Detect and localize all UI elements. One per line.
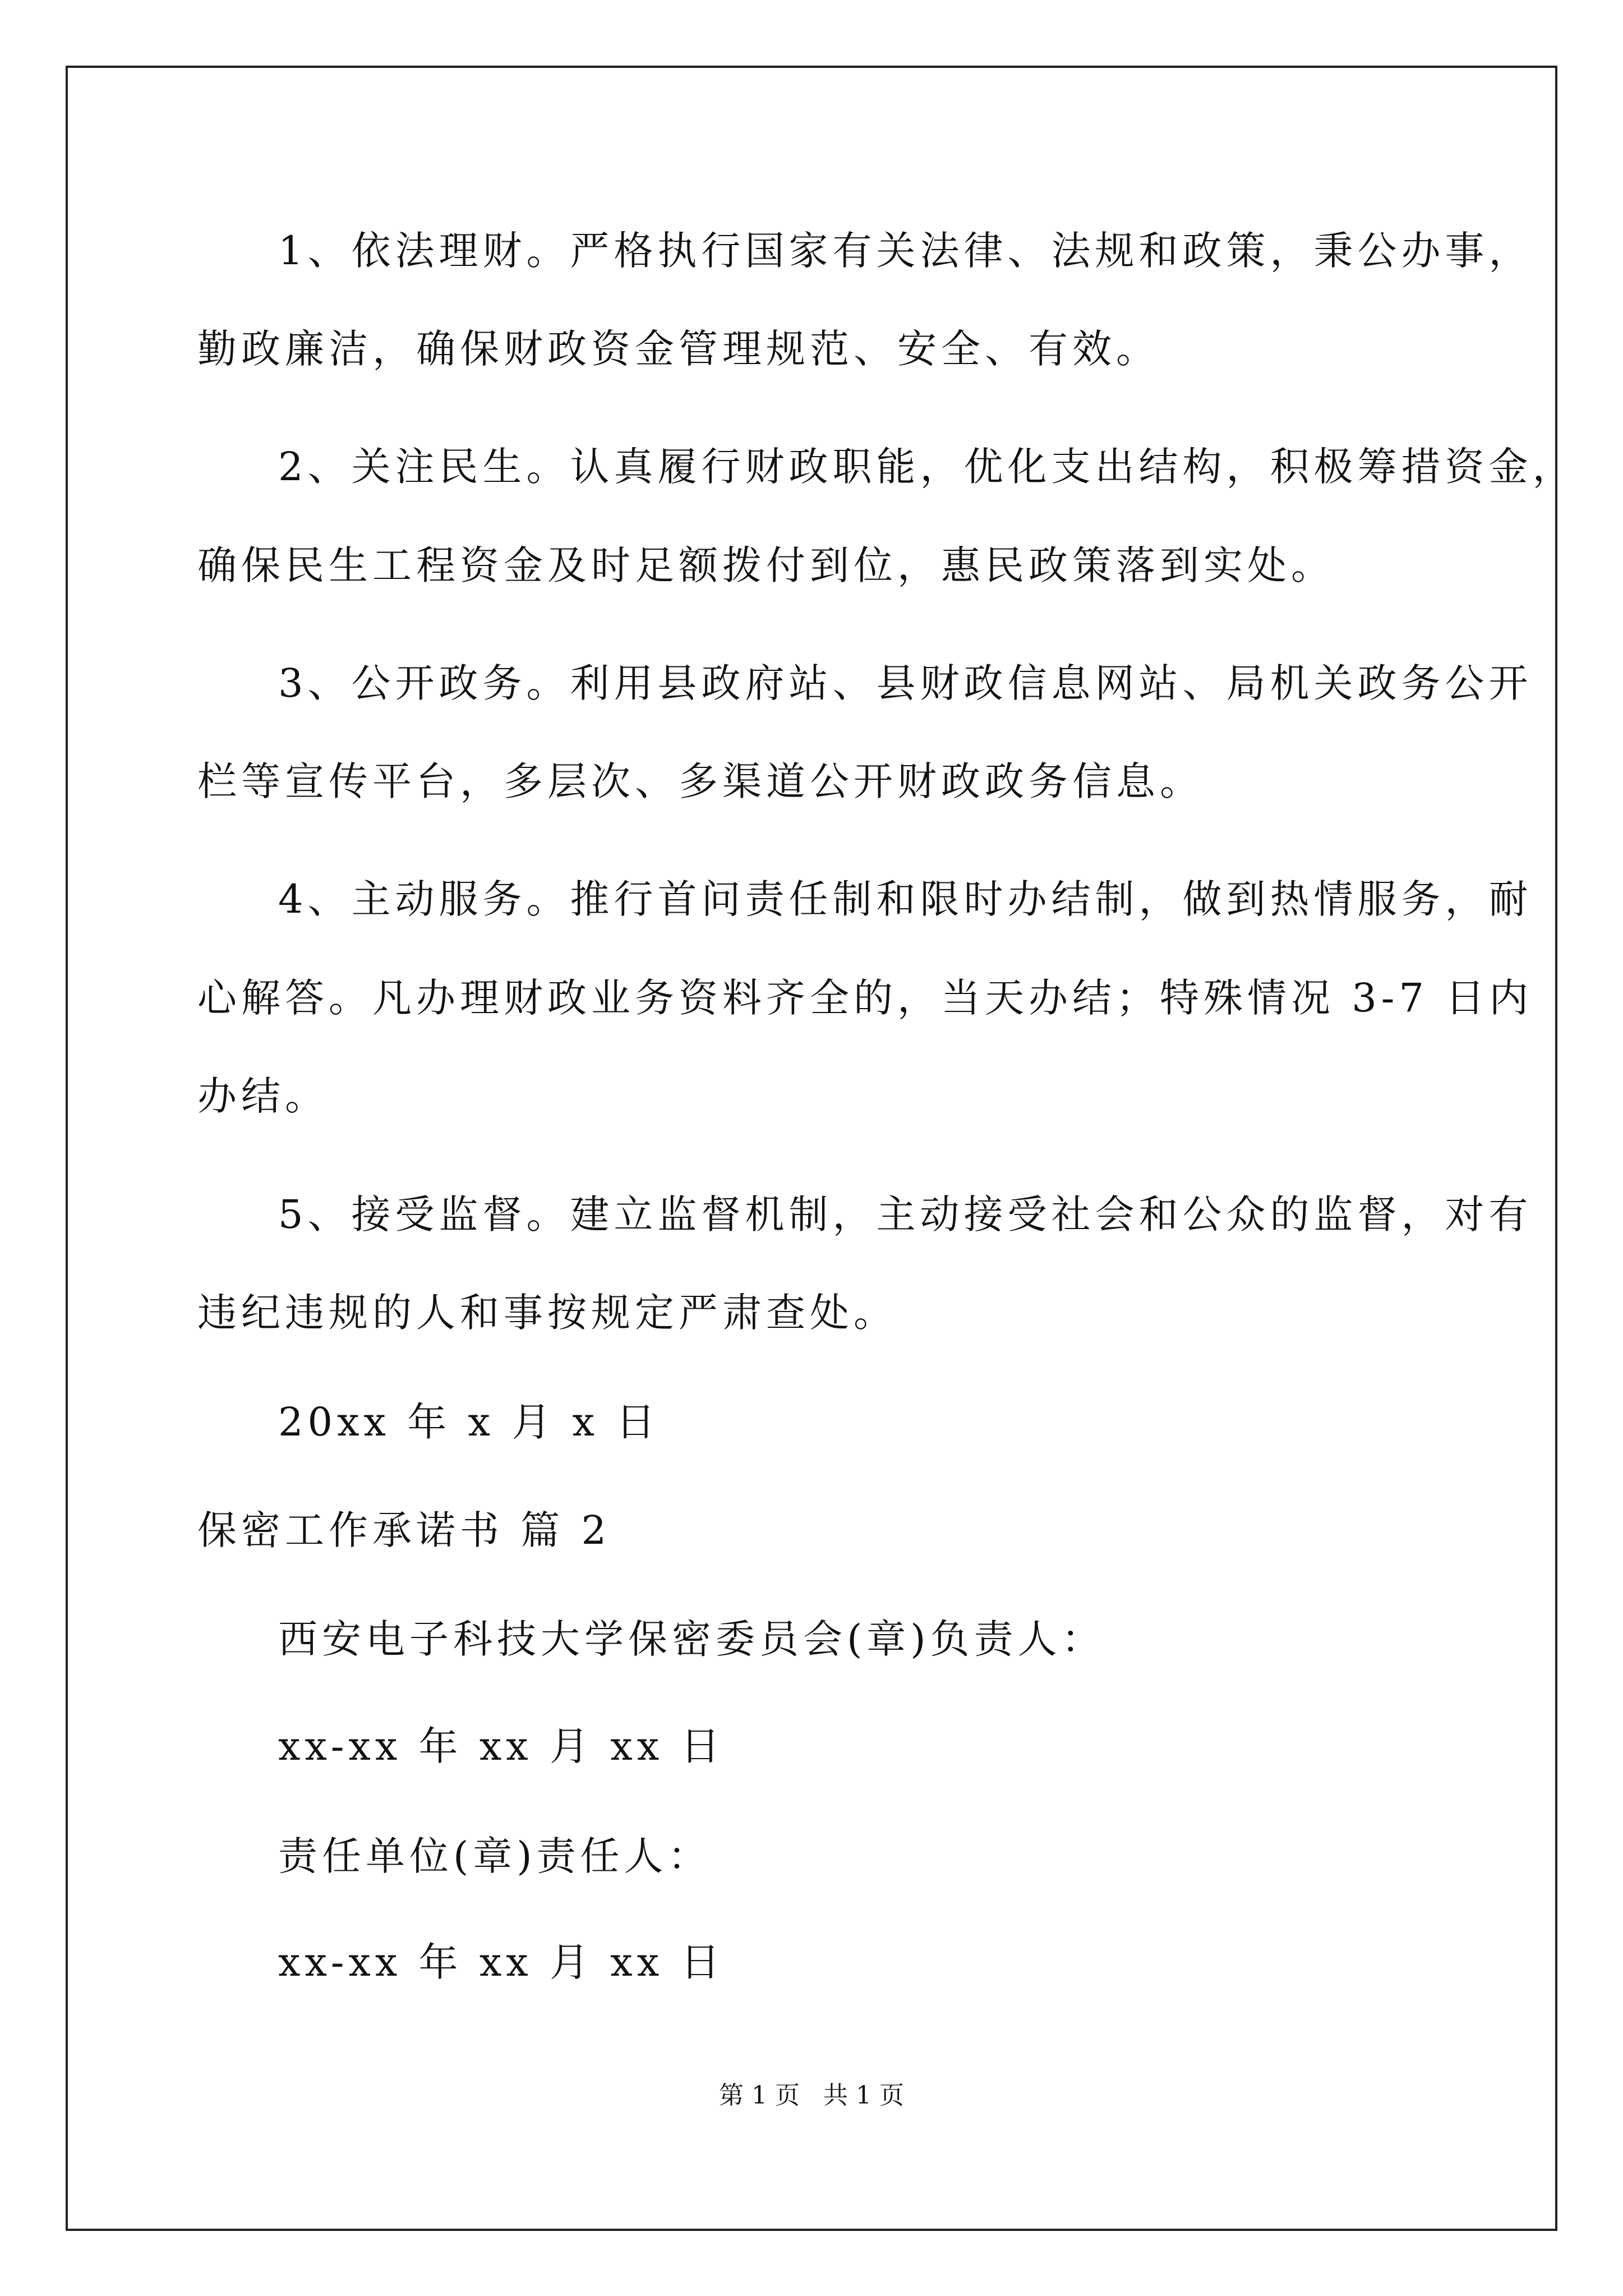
- item-5-line-2: 违纪违规的人和事按规定严肃查处。: [197, 1290, 897, 1336]
- item-4-line-1: 4、主动服务。推行首问责任制和限时办结制，做到热情服务，耐: [278, 876, 1533, 922]
- item-1-line-2: 勤政廉洁，确保财政资金管理规范、安全、有效。: [197, 326, 1160, 372]
- item-4-line-2: 心解答。凡办理财政业务资料齐全的，当天办结；特殊情况 3-7 日内: [197, 975, 1533, 1021]
- item-3-line-2: 栏等宣传平台，多层次、多渠道公开财政政务信息。: [197, 758, 1204, 804]
- unit-date-line: xx-xx 年 xx 月 xx 日: [278, 1939, 725, 1985]
- section-title: 保密工作承诺书 篇 2: [197, 1507, 611, 1553]
- item-3-line-1: 3、公开政务。利用县政府站、县财政信息网站、局机关政务公开: [278, 660, 1533, 706]
- item-2-line-1: 2、关注民生。认真履行财政职能，优化支出结构，积极筹措资金，: [278, 444, 1576, 490]
- item-1-line-1: 1、依法理财。严格执行国家有关法律、法规和政策，秉公办事，: [278, 228, 1533, 274]
- item-5-line-1: 5、接受监督。建立监督机制，主动接受社会和公众的监督，对有: [278, 1191, 1533, 1237]
- page-number-footer: 第 1 页 共 1 页: [719, 2081, 904, 2110]
- item-2-line-2: 确保民生工程资金及时足额拨付到位，惠民政策落到实处。: [197, 542, 1335, 588]
- document-date: 20xx 年 x 月 x 日: [278, 1399, 660, 1445]
- committee-signature-line: 西安电子科技大学保密委员会(章)负责人：: [278, 1616, 1105, 1662]
- committee-date-line: xx-xx 年 xx 月 xx 日: [278, 1723, 725, 1769]
- unit-signature-line: 责任单位(章)责任人：: [278, 1833, 712, 1879]
- item-4-line-3: 办结。: [197, 1073, 329, 1119]
- page-border: [66, 66, 1576, 2231]
